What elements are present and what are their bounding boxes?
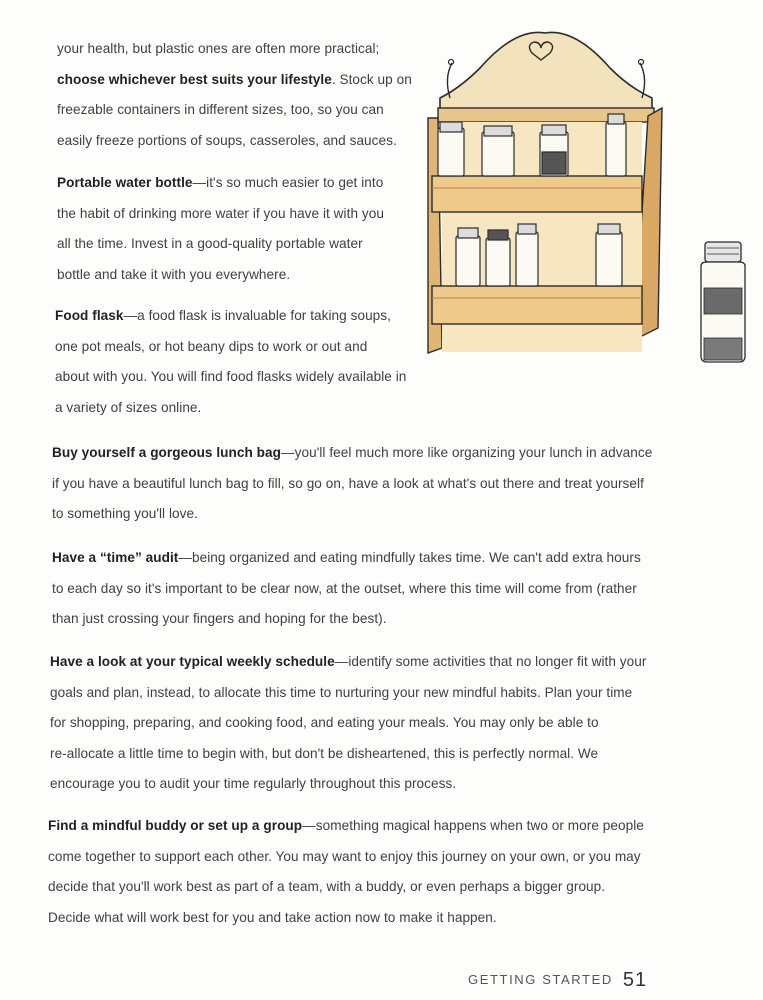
text-line: the habit of drinking more water if you have it with you — [57, 205, 384, 221]
text-line: one pot meals, or hot beany dips to work or out and — [55, 338, 368, 354]
text-line: about with you. You will find food flasks widely available in — [55, 369, 407, 384]
jar-lid — [440, 122, 462, 132]
jar-lid — [458, 228, 478, 238]
section-title: GETTING STARTED — [468, 972, 613, 987]
paragraph-lunch-bag — [52, 438, 692, 530]
text-line: —a food flask is invaluable for taking soups, — [123, 308, 391, 323]
text-line: goals and plan, instead, to allocate this time to nurturing your new mindful habits. Plan your time — [50, 684, 633, 700]
text-line: —something magical happens when two or more people — [302, 818, 644, 833]
text-line: —identify some activities that no longer fit with your — [334, 654, 647, 669]
jar-label — [704, 288, 742, 314]
text-line: easily freeze portions of soups, casseroles, and sauces. — [57, 132, 397, 148]
text-line: decide that you'll work best as part of a team, with a buddy, or even perhaps a bigger group. — [48, 879, 606, 894]
text-line: re-allocate a little time to begin with, but don't be disheartened, this is perfectly normal. We — [50, 745, 599, 761]
spice-rack-illustration — [420, 28, 670, 358]
jar — [456, 236, 480, 286]
jar — [438, 128, 464, 176]
text-line: Decide what will work best for you and take action now to make it happen. — [48, 909, 497, 925]
spice-jar-illustration — [695, 238, 751, 366]
jar-lid — [608, 114, 624, 124]
jar — [516, 232, 538, 286]
jar-lid — [598, 224, 620, 234]
paragraph-water-bottle — [57, 168, 427, 290]
rack-crest — [440, 32, 652, 110]
paragraph-containers — [57, 34, 432, 156]
jar — [482, 132, 514, 176]
text-line: if you have a beautiful lunch bag to fill, so go on, have a look at what's out there and treat yourself — [52, 475, 644, 491]
paragraph-heading: Have a “time” audit — [52, 550, 179, 565]
text-line: for shopping, preparing, and cooking food, and eating your meals. You may only be able to — [50, 715, 599, 730]
paragraph-heading: Buy yourself a gorgeous lunch bag — [52, 445, 281, 460]
text-line: to something you'll love. — [52, 506, 198, 521]
shelf-lower — [432, 286, 642, 324]
text-line: all the time. Invest in a good-quality portable water — [57, 236, 363, 251]
text-line: freezable containers in different sizes, too, so you can — [57, 102, 384, 117]
text-line: to each day so it's important to be clear now, at the outset, where this time will come from (rather — [52, 580, 637, 596]
paragraph-time-audit — [52, 543, 692, 635]
text-line: —it's so much easier to get into — [192, 175, 384, 190]
paragraph-heading: Food flask — [55, 308, 124, 323]
jar — [596, 232, 622, 286]
bold-phrase: choose whichever best suits your lifestyle — [57, 71, 332, 87]
page-number: 51 — [622, 969, 648, 991]
jar-lid — [542, 125, 566, 135]
jar — [606, 122, 626, 176]
text-line: encourage you to audit your time regularly throughout this process. — [50, 776, 457, 791]
paragraph-heading: Portable water bottle — [57, 175, 193, 190]
text-line: come together to support each other. You may want to enjoy this journey on your own, or you may — [48, 848, 641, 864]
paragraph-food-flask — [55, 301, 425, 423]
text-line: —you'll feel much more like organizing your lunch in advance — [281, 445, 653, 460]
text-line: a variety of sizes online. — [55, 399, 202, 415]
jar — [486, 238, 510, 286]
jar-lid — [488, 230, 508, 240]
paragraph-heading: Find a mindful buddy or set up a group — [48, 818, 303, 833]
text-line: . Stock up on — [331, 71, 412, 87]
text-line: than just crossing your fingers and hoping for the best). — [52, 611, 387, 626]
jar-lid — [705, 242, 741, 262]
jar-contents — [704, 338, 742, 360]
text-line: —being organized and eating mindfully takes time. We can't add extra hours — [178, 550, 641, 565]
jar-contents — [542, 152, 566, 174]
paragraph-mindful-buddy — [48, 811, 688, 933]
paragraph-heading: Have a look at your typical weekly schedule — [50, 654, 335, 669]
jar-lid — [518, 224, 536, 234]
jar-lid — [484, 126, 512, 136]
text-line: bottle and take it with you everywhere. — [57, 266, 291, 282]
page-footer — [468, 969, 708, 992]
shelf-upper — [432, 176, 642, 212]
text-line: your health, but plastic ones are often more practical; — [57, 41, 380, 56]
paragraph-weekly-schedule — [50, 647, 690, 800]
